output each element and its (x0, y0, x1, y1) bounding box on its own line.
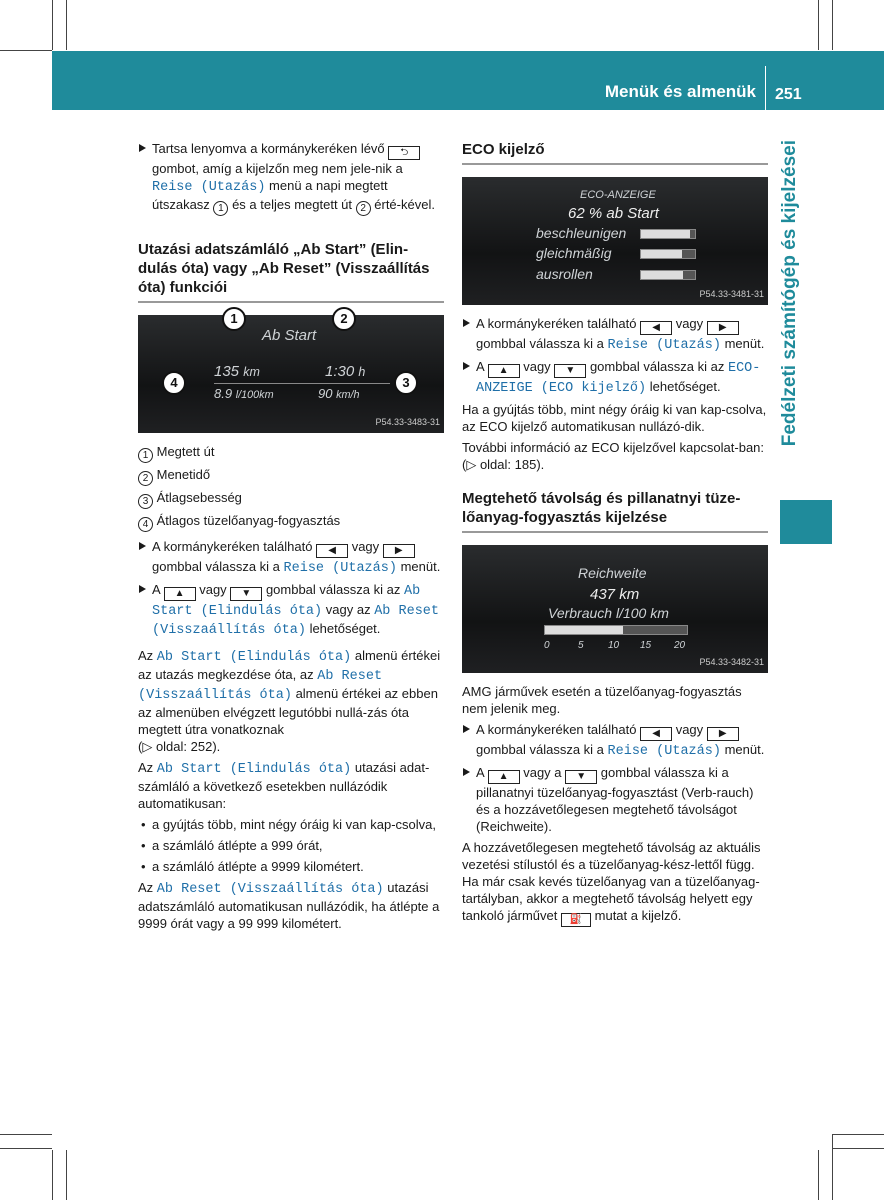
left-arrow-key-icon: ◀ (316, 544, 348, 558)
step-select-menu: A kormánykeréken található ◀ vagy ▶ gombbal válassza ki a Reise (Utazás) menüt. (138, 538, 444, 577)
eco-paragraph-reset: Ha a gyújtás több, mint négy óráig ki van kap-csolva, az ECO kijelző automatikusan nullázó-dik. (462, 402, 767, 434)
tick-label: 0 (544, 640, 550, 651)
consumption-bar (544, 625, 688, 635)
callout-2-marker: 2 (332, 307, 356, 331)
legend-item: 2 Menetidő (138, 466, 444, 486)
down-arrow-key-icon: ▼ (230, 587, 262, 601)
left-arrow-key-icon: ◀ (640, 727, 672, 741)
crop-mark (0, 1148, 52, 1149)
tick-label: 15 (640, 640, 652, 651)
range-step-select-menu: A kormánykeréken található ◀ vagy ▶ gombbal válassza ki a Reise (Utazás) menüt. (462, 721, 768, 760)
page-number: 251 (775, 86, 802, 103)
crop-mark (818, 1150, 819, 1200)
paragraph-auto-reset: Az Ab Start (Elindulás óta) utazási adat-számláló a következő esetekben nullázódik automatikusan: (138, 760, 430, 811)
tick-label: 10 (608, 640, 620, 651)
range-step-select-value: A ▲ vagy a ▼ gombbal válassza ki a pillanatnyi tüzelőanyag-fogyasztást (Verb-rauch) és a hozzávetőlegesen megtehető távolságot (Reichweite). (462, 764, 768, 835)
list-item: • a gyújtás több, mint négy óráig ki van kap-csolva, (138, 816, 444, 833)
page-title: Menük és almenük (604, 82, 756, 101)
eco-step-select-submenu: A ▲ vagy ▼ gombbal válassza ki az ECO-ANZEIGE (ECO kijelző) lehetőséget. (462, 358, 768, 397)
section-heading-eco: ECO kijelző (462, 140, 768, 165)
paragraph-reset: Az Ab Reset (Visszaállítás óta) utazási adatszámláló automatikusan nullázódik, ha átlépte a 9999 órát vagy a 99 999 kilométert. (138, 880, 440, 931)
callout-4-marker: 4 (162, 371, 186, 395)
eco-bar-accelerate (640, 229, 696, 239)
eco-step-select-menu: A kormánykeréken található ◀ vagy ▶ gombbal válassza ki a Reise (Utazás) menüt. (462, 315, 768, 354)
side-label-text: Fedélzeti számítógép és kijelzései (779, 140, 800, 447)
up-arrow-key-icon: ▲ (164, 587, 196, 601)
callout-3-marker: 3 (394, 371, 418, 395)
callout-1-icon: 1 (213, 201, 228, 216)
right-arrow-key-icon: ▶ (383, 544, 415, 558)
legend-item: 3 Átlagsebesség (138, 489, 444, 509)
crop-mark (0, 50, 52, 51)
right-arrow-key-icon: ▶ (707, 727, 739, 741)
section-heading-range: Megtehető távolság és pillanatnyi tüze-lőanyag-fogyasztás kijelzése (462, 489, 768, 533)
crop-mark (52, 1150, 53, 1200)
fuel-pump-vehicle-icon: ⛽ (561, 913, 591, 927)
crop-mark (52, 0, 53, 50)
range-paragraph: A hozzávetőlegesen megtehető távolság az aktuális vezetési stílustól és a tüzelőanyag-kész-lettől függ. Ha már csak kevés tüzelőanyag van a tüzelőanyag-tartályban, akkor a megtehető távolság helyett egy tankoló járművet ⛽ mutat a kijelző. (462, 840, 761, 925)
step-select-submenu: A ▲ vagy ▼ gombbal válassza ki az Ab Start (Elindulás óta) vagy az Ab Reset (Visszaállítás óta) lehetőséget. (138, 581, 444, 639)
amg-paragraph: AMG járművek esetén a tüzelőanyag-fogyasztás nem jelenik meg. (462, 684, 742, 716)
back-button-icon: ⮌ (388, 146, 420, 160)
range-display-figure: Reichweite 437 km Verbrauch l/100 km 0 5 10 15 20 P54.33-3482-31 (462, 545, 768, 673)
crop-mark (818, 0, 819, 50)
eco-bar-coast (640, 270, 696, 280)
intro-step: Tartsa lenyomva a kormánykeréken lévő ⮌ gombot, amíg a kijelzőn meg nem jele-nik a Reise (Utazás) menü a napi megtett útszakasz 1 és a teljes megtett út 2 érté-kével. (138, 140, 444, 216)
down-arrow-key-icon: ▼ (565, 770, 597, 784)
up-arrow-key-icon: ▲ (488, 364, 520, 378)
legend-item: 1 Megtett út (138, 443, 444, 463)
left-arrow-key-icon: ◀ (640, 321, 672, 335)
right-column (462, 140, 768, 931)
callout-2-icon: 2 (356, 201, 371, 216)
side-block (780, 500, 832, 544)
eco-display-figure: ECO-ANZEIGE 62 % ab Start beschleunigen gleichmäßig ausrollen P54.33-3481-31 (462, 177, 768, 305)
crop-mark (66, 0, 67, 50)
list-item: • a számláló átlépte a 9999 kilométert. (138, 858, 444, 875)
legend-item: 4 Átlagos tüzelőanyag-fogyasztás (138, 512, 444, 532)
tick-label: 5 (578, 640, 584, 651)
up-arrow-key-icon: ▲ (488, 770, 520, 784)
down-arrow-key-icon: ▼ (554, 364, 586, 378)
right-arrow-key-icon: ▶ (707, 321, 739, 335)
crop-mark (0, 1134, 52, 1135)
left-column (138, 140, 444, 936)
section-heading-trip: Utazási adatszámláló „Ab Start” (Elin-dulás óta) vagy „Ab Reset” (Visszaállítás óta) funkciói (138, 240, 444, 303)
callout-1-marker: 1 (222, 307, 246, 331)
tick-label: 20 (674, 640, 686, 651)
paragraph-values: Az Ab Start (Elindulás óta) almenü értékei az utazás megkezdése óta, az Ab Reset (Visszaállítás óta) almenü értékei az ebben az almenüben elvégzett legutóbbi nullá-zás óta megtett útra vonatkoznak (▷ oldal: 252). (138, 648, 441, 754)
crop-mark (832, 1134, 833, 1200)
crop-mark (832, 1148, 884, 1149)
side-label (780, 140, 808, 490)
crop-mark (832, 1134, 884, 1135)
trip-display-figure: Ab Start 135 km 1:30 h 8.9 l/100km 90 km/h 1 2 4 3 P54.33-3483-31 (138, 315, 444, 433)
eco-bar-steady (640, 249, 696, 259)
crop-mark (66, 1150, 67, 1200)
header-divider (765, 66, 766, 110)
eco-paragraph-info: További információ az ECO kijelzővel kapcsolat-ban: (▷ oldal: 185). (462, 440, 765, 472)
header-bar (52, 51, 884, 110)
list-item: • a számláló átlépte a 999 órát, (138, 837, 444, 854)
crop-mark (832, 0, 833, 50)
